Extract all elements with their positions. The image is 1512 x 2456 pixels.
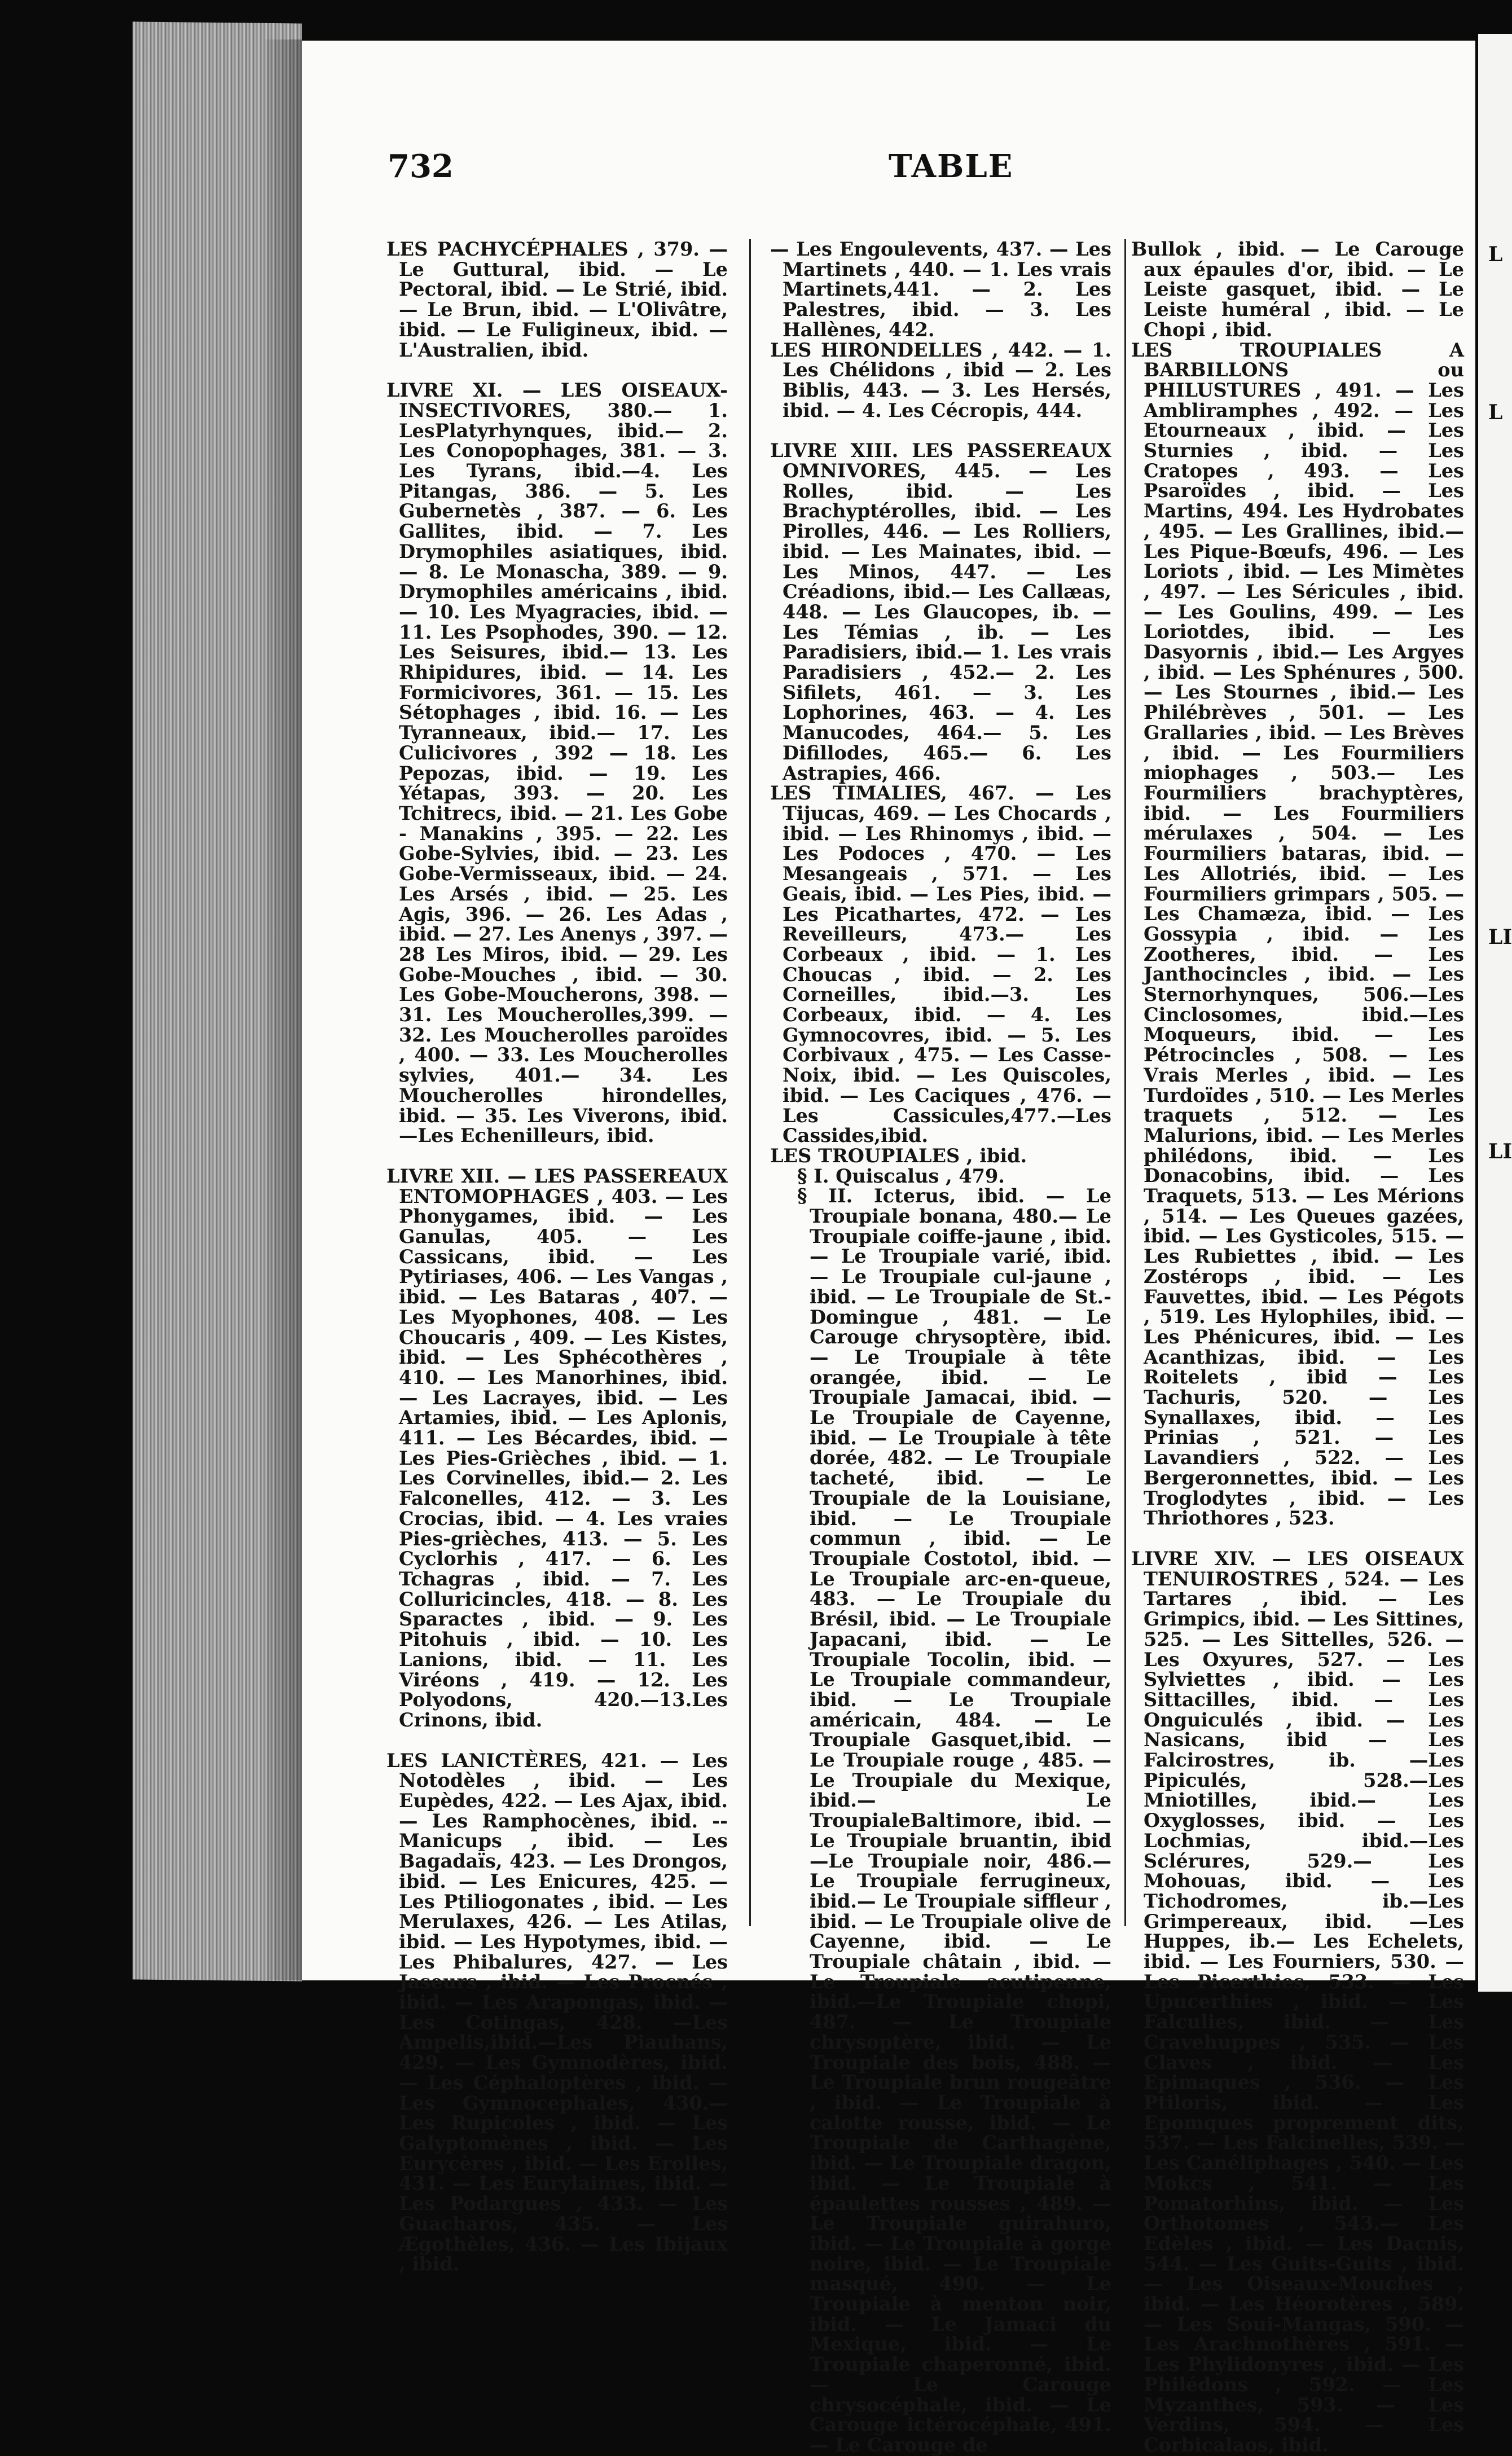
index-entry: LIVRE XII. — LES PASSEREAUX ENTOMOPHAGES , 403. — Les Phonygames, ibid. — Les Ganulas, 405. — Les Cassicans, ibid. — Les Pytiriases, 406. — Les Vangas , ibid. — Les Bataras , 407. — Les Myophones, 408. — Les Choucaris , 409. — Les Kistes, ibid. — Les Sphécothères , 410. — Les Manorhines, ibid. — Les Lacrayes, ibid. — Les Artamies, ibid. — Les Aplonis, 411. — Les Bécardes, ibid. — Les Pies-Grièches , ibid. — 1. Les Corvinelles, ibid.— 2. Les Falconelles, 412. — 3. Les Crocias, ibid. — 4. Les vraies Pies-grièches, 413. — 5. Les Cyclorhis , 417. — 6. Les Tchagras , ibid. — 7. Les Colluricincles, 418. — 8. Les Sparactes , ibid. — 9. Les Pitohuis , ibid. — 10. Les Lanions, ibid. — 11. Les Viréons , 419. — 12. Les Polyodons, 420.—13.Les Crinons, ibid. <box>386 1165 728 1731</box>
index-entry: § I. Quiscalus , 479. <box>797 1165 1005 1187</box>
adjacent-page-letter: LI <box>1488 925 1512 949</box>
index-entry: LES TROUPIALES A BARBILLONS ou PHILUSTURES , 491. — Les Ambliramphes , 492. — Les Etourneaux , ibid. — Les Sturnies , ibid. — Les Cratopes , 493. — Les Psaroïdes , ibid. — Les Martins, 494. Les Hydrobates , 495. — Les Grallines, ibid.—Les Pique-Bœufs, 496. — Les Loriots , ibid. — Les Mimètes , 497. — Les Séricules , ibid. — Les Goulins, 499. — Les Loriotdes, ibid. — Les Dasyornis , ibid.— Les Argyes , ibid. — Les Sphénures , 500. — Les Stournes , ibid.— Les Philébrèves , 501. — Les Grallaries , ibid. — Les Brèves , ibid. — Les Fourmiliers miophages , 503.— Les Fourmiliers brachyptères, ibid. — Les Fourmiliers mérulaxes , 504. — Les Fourmiliers bataras, ibid. — Les Allotriés, ibid. — Les Fourmiliers grimpars , 505. — Les Chamæza, ibid. — Les Gossypia , ibid. — Les Zootheres, ibid. — Les Janthocincles , ibid. — Les Sternorhynques, 506.—Les Cinclosomes, ibid.—Les Moqueurs, ibid. — Les Pétrocincles , 508. — Les Vrais Merles , ibid. — Les Turdoïdes , 510. — Les Merles traquets , 512. — Les Malurions, ibid. — Les Merles philédons, ibid. — Les Donacobins, ibid. — Les Traquets, 513. — Les Mérions , 514. — Les Queues gazées, ibid. — Les Gysticoles, 515. — Les Rubiettes , ibid. — Les Zostérops , ibid. — Les Fauvettes, ibid. — Les Pégots , 519. Les Hylophiles, ibid. — Les Phénicures, ibid. — Les Acanthizas, ibid. — Les Roitelets , ibid — Les Tachuris, 520. — Les Synallaxes, ibid. — Les Prinias , 521. — Les Lavandiers , 522. — Les Bergeronnettes, ibid. — Les Troglodytes , ibid. — Les Thriothores , 523. <box>1131 339 1464 1530</box>
running-title: TABLE <box>889 148 1014 185</box>
index-entry: LIVRE XIII. LES PASSEREAUX OMNIVORES, 445. — Les Rolles, ibid. — Les Brachyptérolles, ibid. — Les Pirolles, 446. — Les Rolliers, ibid. — Les Mainates, ibid. — Les Minos, 447. — Les Créadions, ibid.— Les Callæas, 448. — Les Glaucopes, ib. — Les Témias , ib. — Les Paradisiers, ibid.— 1. Les vrais Paradisiers , 452.— 2. Les Sifilets, 461. — 3. Les Lophorines, 463. — 4. Les Manucodes, 464.— 5. Les Difillodes, 465.— 6. Les Astrapies, 466. <box>770 440 1111 784</box>
index-entry: LIVRE XI. — LES OISEAUX-INSECTIVORES, 380.— 1. LesPlatyrhynques, ibid.— 2. Les Conopophages, 381. — 3. Les Tyrans, ibid.—4. Les Pitangas, 386. — 5. Les Gubernetès , 387. — 6. Les Gallites, ibid. — 7. Les Drymophiles asiatiques, ibid. — 8. Le Monascha, 389. — 9. Drymophiles américains , ibid. — 10. Les Myagracies, ibid. — 11. Les Psophodes, 390. — 12. Les Seisures, ibid.— 13. Les Rhipidures, ibid. — 14. Les Formicivores, 361. — 15. Les Sétophages , ibid. 16. — Les Tyranneaux, ibid.— 17. Les Culicivores , 392 — 18. Les Pepozas, ibid. — 19. Les Yétapas, 393. — 20. Les Tchitrecs, ibid. — 21. Les Gobe - Manakins , 395. — 22. Les Gobe-Sylvies, ibid. — 23. Les Gobe-Vermisseaux, ibid. — 24. Les Arsés , ibid. — 25. Les Agis, 396. — 26. Les Adas , ibid. — 27. Les Anenys , 397. — 28 Les Miros, ibid. — 29. Les Gobe-Mouches , ibid. — 30. Les Gobe-Moucherons, 398. — 31. Les Moucherolles,399. — 32. Les Moucherolles paroïdes , 400. — 33. Les Moucherolles sylvies, 401.— 34. Les Moucherolles hirondelles, ibid. — 35. Les Viverons, ibid.—Les Echenilleurs, ibid. <box>386 379 728 1147</box>
column-rule <box>1124 239 1126 1926</box>
index-entry: — Les Engoulevents, 437. — Les Martinets , 440. — 1. Les vrais Martinets,441. — 2. Les Palestres, ibid. — 3. Les Hallènes, 442. <box>770 238 1111 341</box>
index-entry: LES TROUPIALES , ibid. <box>770 1144 1027 1167</box>
adjacent-page-edge <box>1478 34 1512 1992</box>
index-entry: LIVRE XIV. — LES OISEAUX TENUIROSTRES , 524. — Les Tartares , ibid. — Les Grimpics, ibid. — Les Sittines, 525. — Les Sittelles, 526. — Les Oxyures, 527. — Les Sylviettes , ibid. — Les Sittacilles, ibid. — Les Onguiculés , ibid. — Les Nasicans, ibid — Les Falcirostres, ib. —Les Pipiculés, 528.—Les Mniotilles, ibid.— Les Oxyglosses, ibid. — Les Lochmias, ibid.—Les Sclérures, 529.— Les Mohouas, ibid. — Les Tichodromes, ib.—Les Grimpereaux, ibid. —Les Huppes, ib.— Les Echelets, ibid. — Les Fourniers, 530. — Les Picerthies, 533. — Les Upucerthies , ibid. — Les Falculies, ibid. — Les Cravehuppes , 535. — Les Claves , ibid. — Les Epimaques , 536. — Les Ptiloris, ibid. — Les Epomques proprement dits, 537. — Les Falcinelles, 539. — Les Canéliphages , 540. — Les Mokcs , 541. — Les Pomatorhins, ibid. — Les Orthotomes , 543.— Les Edèles , ibid. — Les Dacnis, 544. — Les Guits-Guits , ibid. — Les Oiseaux-Mouches , ibid. — Les Héorotères , 589. — Les Soui-Mangas, 590. — Les Arachnothères , 591. — Les Phylidonyres , ibid. — Les Philédons , 592. — Les Myzanthes, 593. — Les Verdins, 594. — Les Corbicalaos, ibid. <box>1131 1548 1464 2456</box>
column-rule <box>749 239 751 1926</box>
index-entry: § II. Icterus, ibid. — Le Troupiale bonana, 480.— Le Troupiale coiffe-jaune , ibid. — Le Troupiale varié, ibid. — Le Troupiale cul-jaune , ibid. — Le Troupiale de St.-Domingue , 481. — Le Carouge chrysoptère, ibid. — Le Troupiale à tête orangée, ibid. — Le Troupiale Jamacai, ibid. — Le Troupiale de Cayenne, ibid. — Le Troupiale à tête dorée, 482. — Le Troupiale tacheté, ibid. — Le Troupiale de la Louisiane, ibid. — Le Troupiale commun , ibid. — Le Troupiale Costotol, ibid. — Le Troupiale arc-en-queue, 483. — Le Troupiale du Brésil, ibid. — Le Troupiale Japacani, ibid. — Le Troupiale Tocolin, ibid. — Le Troupiale commandeur, ibid. — Le Troupiale américain, 484. — Le Troupiale Gasquet,ibid. — Le Troupiale rouge , 485. — Le Troupiale du Mexique, ibid.— Le TroupialeBaltimore, ibid. — Le Troupiale bruantin, ibid—Le Troupiale noir, 486.—Le Troupiale ferrugineux, ibid.— Le Troupiale siffleur , ibid. — Le Troupiale olive de Cayenne, ibid. — Le Troupiale châtain , ibid. — Le Troupiale acutipenne, ibid.—Le Troupiale chopi, 487. — Le Troupiale chrysoptère, ibid. — Le Troupiale des bois, 488. — Le Troupiale brun rougeâtre , ibid. — Le Troupiale à calotte rousse, ibid. — Le Troupiale de Carthagène, ibid. — Le Troupiale dragon, ibid. — Le Troupiale à épaulettes rousses , 489. — Le Troupiale guirahuro, ibid. — Le Troupiale à gorge noire, ibid. — Le Troupiale masqué, 490. — Le Troupiale à menton noir, ibid. — Le Jamaci du Mexique, ibid. — Le Troupiale chaperonné, ibid. — Le Carouge chrysocéphale, ibid. — Le Carouge ictérocéphale, 491. — Le Carouge de <box>797 1185 1111 2456</box>
book-page <box>302 41 1475 2456</box>
index-entry: LES TIMALIES, 467. — Les Tijucas, 469. — Les Chocards , ibid. — Les Rhinomys , ibid. — Les Podoces , 470. — Les Mesangeais , 571. — Les Geais, ibid. — Les Pies, ibid. — Les Picathartes, 472. — Les Reveilleurs, 473.— Les Corbeaux , ibid. — 1. Les Choucas , ibid. — 2. Les Corneilles, ibid.—3. Les Corbeaux, ibid. — 4. Les Gymnocovres, ibid. — 5. Les Corbivaux , 475. — Les Casse-Noix, ibid. — Les Quiscoles, ibid. — Les Caciques , 476. — Les Cassicules,477.—Les Cassides,ibid. <box>770 782 1111 1147</box>
page-header <box>302 148 1475 193</box>
page-number: 732 <box>388 148 454 185</box>
gutter-shadow <box>265 39 305 1980</box>
index-column-1 <box>386 238 728 2275</box>
index-entry: LES PACHYCÉPHALES , 379. — Le Guttural, ibid. — Le Pectoral, ibid. — Le Strié, ibid. — Le Brun, ibid. — L'Olivâtre, ibid. — Le Fuligineux, ibid. — L'Australien, ibid. <box>386 238 728 361</box>
index-column-3 <box>1131 238 1464 2456</box>
index-column-2 <box>770 238 1111 2456</box>
index-entry: LES LANICTÈRES, 421. — Les Notodèles , ibid. — Les Eupèdes, 422. — Les Ajax, ibid. — Les Ramphocènes, ibid. -- Manicups , ibid. — Les Bagadaïs, 423. — Les Drongos, ibid. — Les Enicures, 425. — Les Ptiliogonates , ibid. — Les Merulaxes, 426. — Les Atilas, ibid. — Les Hypotymes, ibid. — Les Phibalures, 427. — Les Jaseurs , ibid. — Les Procnés , ibid. — Les Arapongas, ibid. — Les Cotingas, 428. —Les Ampelis,ibid.—Les Piauhans, 429. — Les Gymnodères, ibid. — Les Céphaloptères , ibid. — Les Gymnocephales, 430.— Les Rupicoles , ibid. — Les Galyptomènes , ibid. — Les Eurycères , ibid. — Les Erolles, 431. — Les Eurylaimes, ibid. — Les Podargues , 433. — Les Guacharos, 435. — Les Ægothèles, 436. — Les Ibijaux , ibid. <box>386 1749 728 2275</box>
index-entry: Bullok , ibid. — Le Carouge aux épaules d'or, ibid. — Le Leiste gasquet, ibid. — Le Leiste huméral , ibid. — Le Chopi , ibid. <box>1131 238 1464 341</box>
index-entry: LES HIRONDELLES , 442. — 1. Les Chélidons , ibid — 2. Les Biblis, 443. — 3. Les Hersés, ibid. — 4. Les Cécropis, 444. <box>770 339 1111 421</box>
adjacent-page-letter: L <box>1488 243 1503 266</box>
adjacent-page-letter: LI <box>1488 1140 1512 1163</box>
adjacent-page-letter: L <box>1488 401 1503 424</box>
